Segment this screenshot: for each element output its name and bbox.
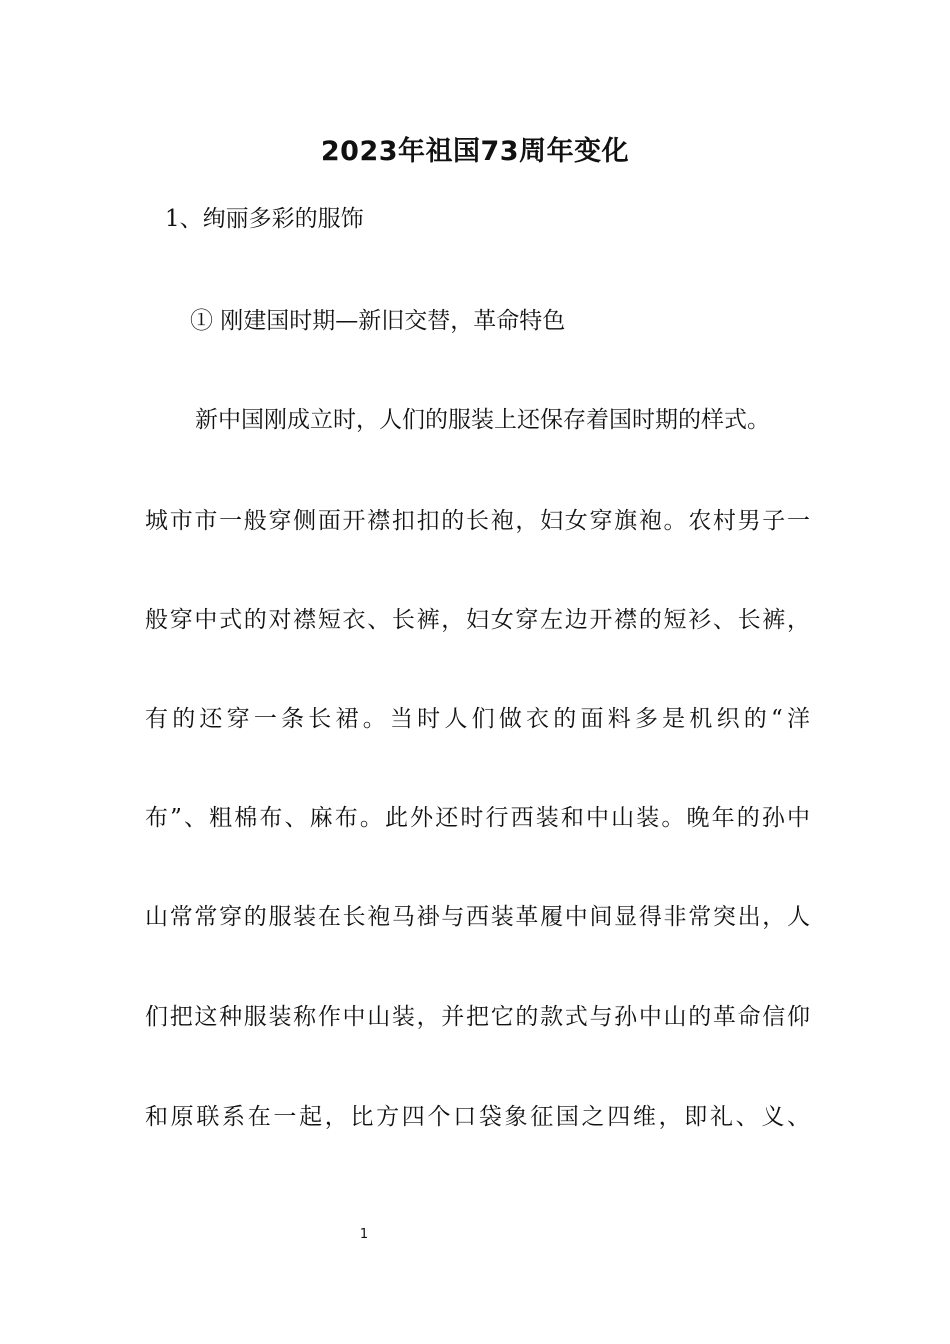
document-title: 2023年祖国73周年变化: [320, 136, 630, 167]
paragraph-line-1: 新中国刚成立时，人们的服装上还保存着国时期的样式。: [195, 407, 770, 433]
paragraph-line-3: 般穿中式的对襟短衣、长裤，妇女穿左边开襟的短衫、长裤，: [145, 607, 810, 633]
paragraph-line-7: 们把这种服装称作中山装，并把它的款式与孙中山的革命信仰: [145, 1004, 810, 1030]
subsection-heading: ① 刚建国时期—新旧交替，革命特色: [190, 308, 566, 334]
paragraph-line-5: 布”、粗棉布、麻布。此外还时行西装和中山装。晚年的孙中: [145, 805, 810, 831]
page-number: 1: [359, 1227, 369, 1242]
paragraph-line-2: 城市市一般穿侧面开襟扣扣的长袍，妇女穿旗袍。农村男子一: [145, 508, 810, 534]
paragraph-line-8: 和原联系在一起，比方四个口袋象征国之四维，即礼、义、: [145, 1104, 810, 1130]
paragraph-line-4: 有的还穿一条长裙。当时人们做衣的面料多是机织的“洋: [145, 706, 810, 732]
section-heading: 1、绚丽多彩的服饰: [165, 206, 364, 232]
paragraph-line-6: 山常常穿的服装在长袍马褂与西装革履中间显得非常突出，人: [145, 904, 810, 930]
